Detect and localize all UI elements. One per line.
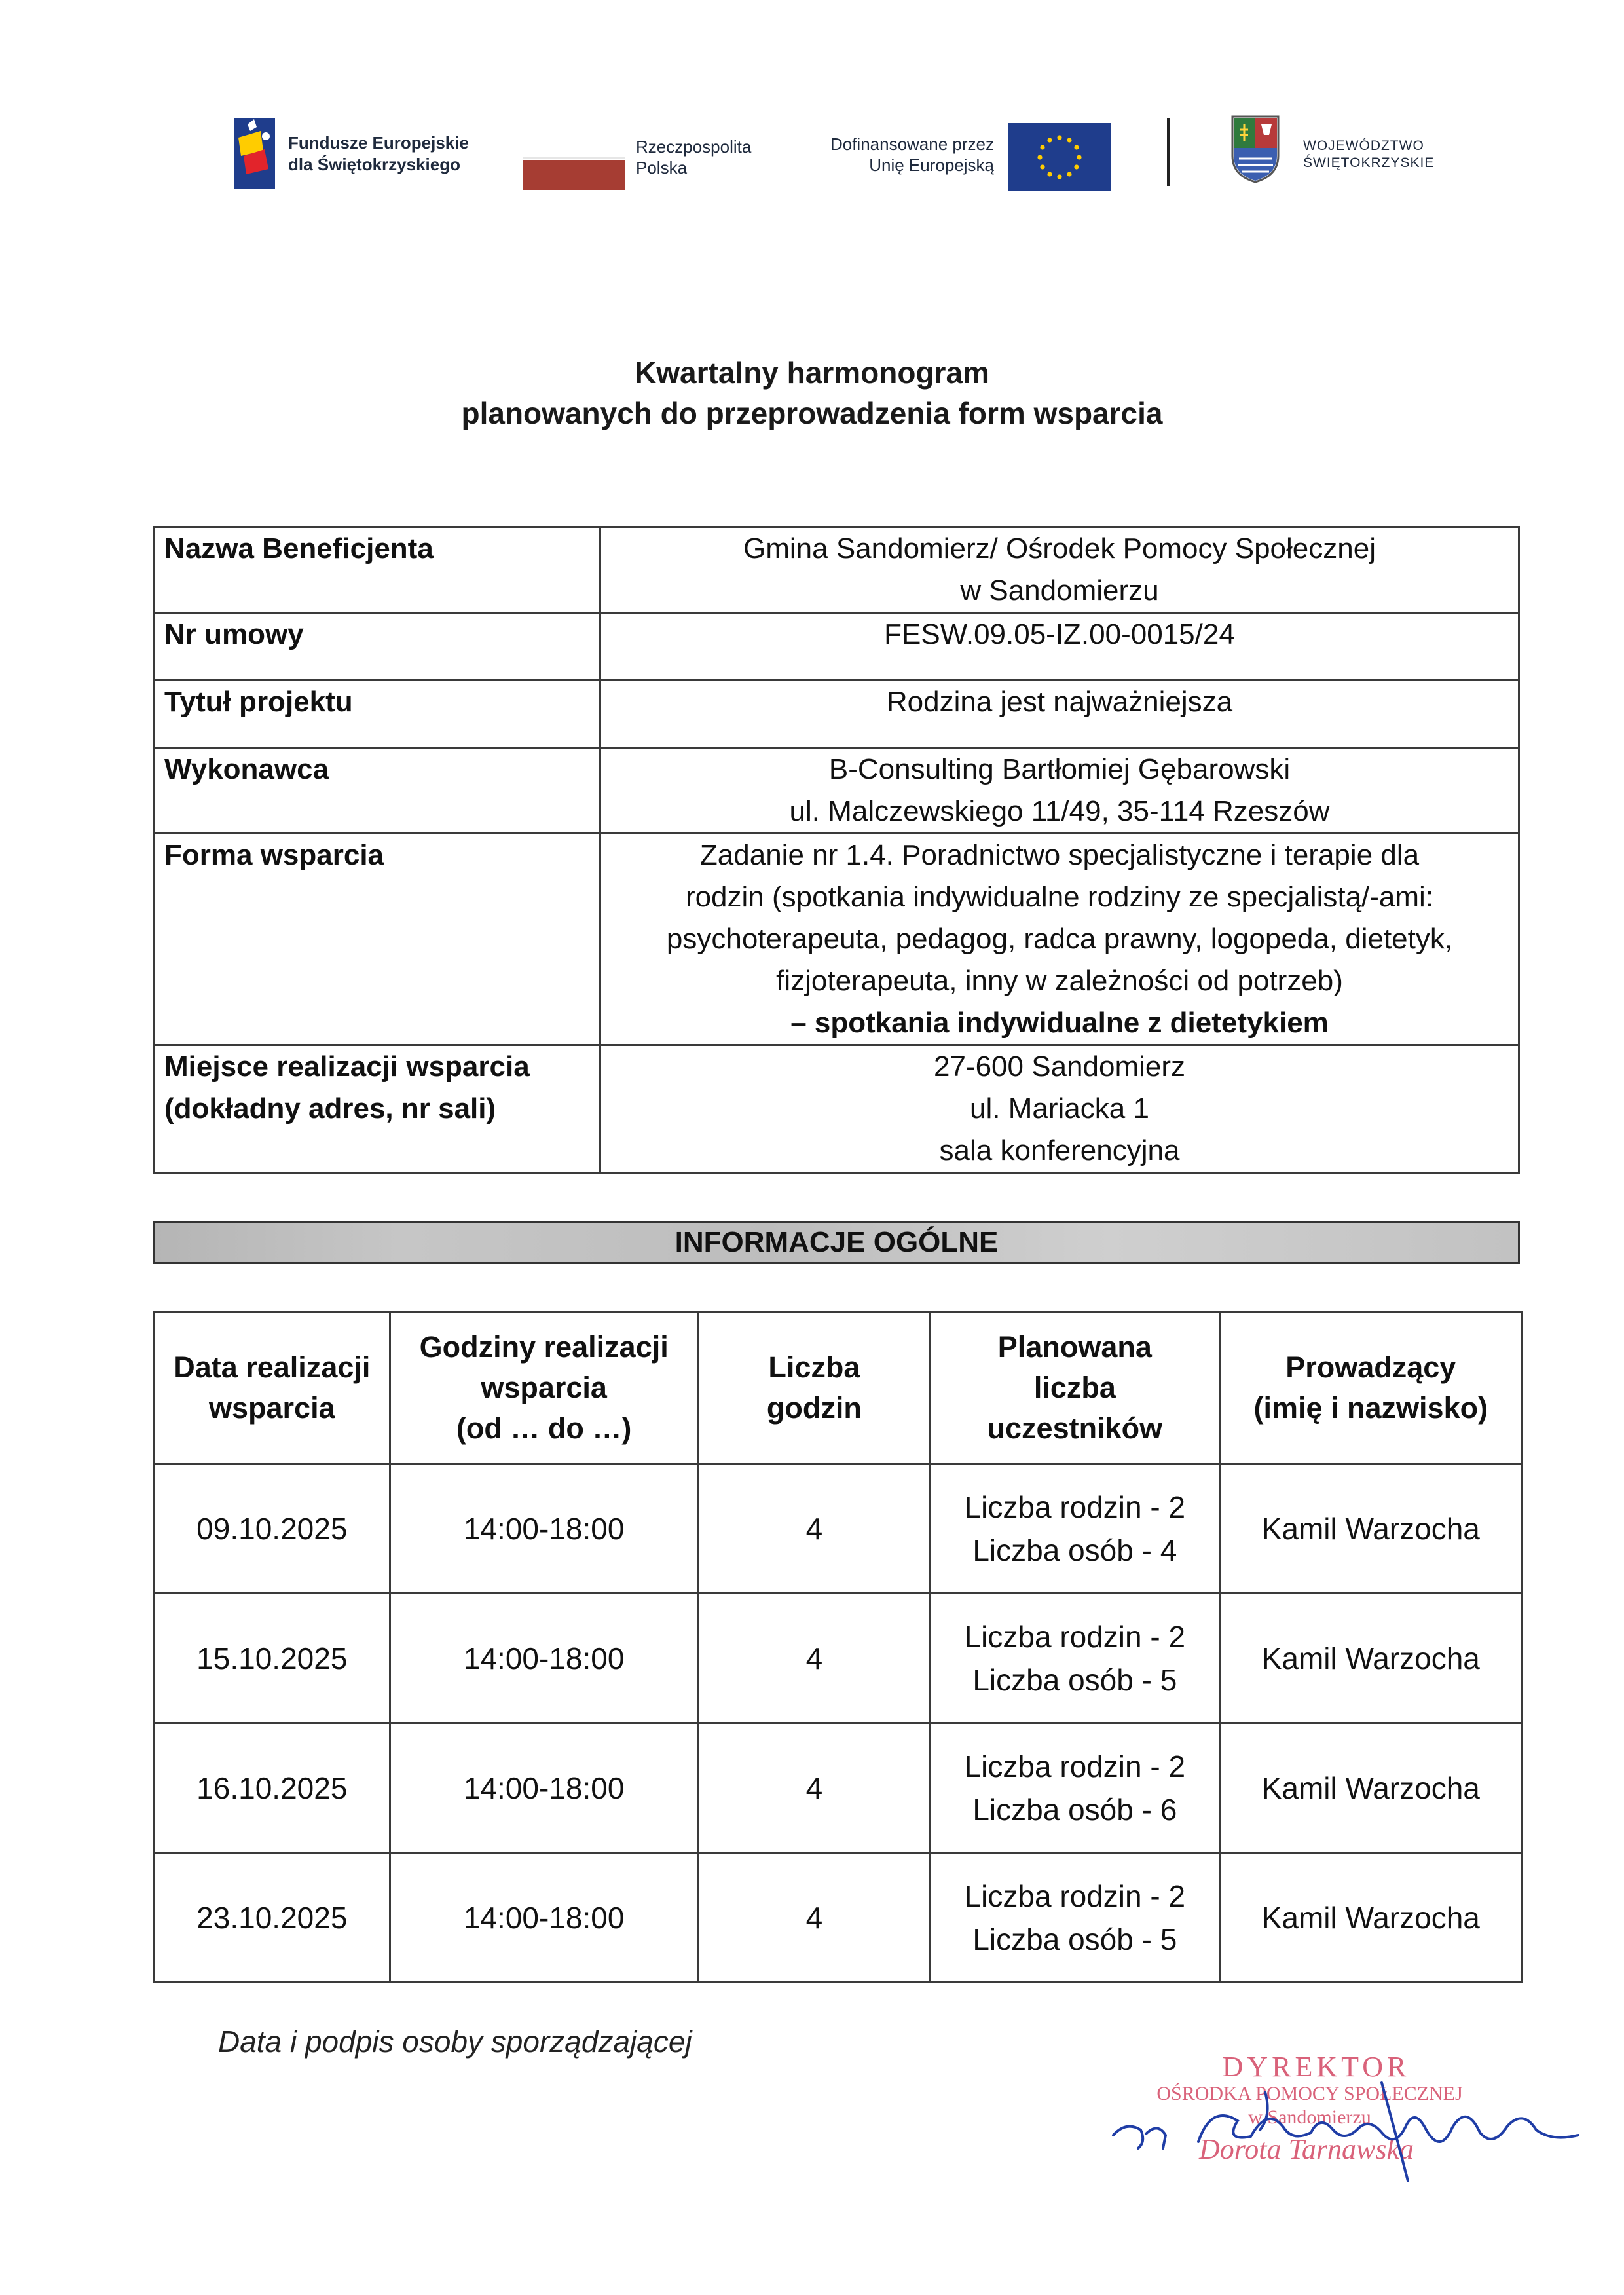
document-title <box>0 352 1624 434</box>
eu-flag-icon <box>1008 123 1111 191</box>
logo-divider <box>1167 118 1170 186</box>
header-leader-line2: (imię i nazwisko) <box>1253 1391 1488 1425</box>
title-line2: planowanych do przeprowadzenia form wsparcia <box>461 396 1163 430</box>
header-participants-line3: uczestników <box>987 1411 1163 1445</box>
table-row <box>155 1853 1522 1983</box>
logo-strip <box>0 110 1624 195</box>
schedule-table <box>153 1311 1523 1983</box>
director-stamp <box>1100 2043 1585 2188</box>
row-hours: 14:00-18:00 <box>390 1723 698 1853</box>
contractor-label: Wykonawca <box>155 748 600 834</box>
row-persons: Liczba osób - 6 <box>972 1792 1177 1827</box>
project-label: Tytuł projektu <box>155 681 600 748</box>
header-count-line1: Liczba <box>768 1351 860 1384</box>
form-value <box>600 834 1519 1045</box>
row-hours: 14:00-18:00 <box>390 1594 698 1723</box>
info-row-contract <box>155 613 1519 681</box>
signature-label: Data i podpis osoby sporządzającej <box>218 2024 692 2059</box>
header-hours-line1: Godziny realizacji <box>419 1330 669 1364</box>
eu-cofinanced-logo <box>803 118 1111 190</box>
stamp-line2: OŚRODKA POMOCY SPOŁECZNEJ <box>1156 2083 1463 2104</box>
place-line1: 27-600 Sandomierz <box>933 1051 1185 1083</box>
beneficiary-label: Nazwa Beneficjenta <box>155 527 600 613</box>
form-line3: psychoterapeuta, pedagog, radca prawny, logopeda, dietetyk, <box>666 923 1453 955</box>
stamp-line3: w Sandomierzu <box>1248 2106 1371 2128</box>
place-line2: ul. Mariacka 1 <box>970 1092 1149 1125</box>
header-count <box>698 1313 930 1464</box>
header-participants <box>931 1313 1219 1464</box>
place-value <box>600 1045 1519 1173</box>
header-leader-line1: Prowadzący <box>1285 1351 1456 1384</box>
contract-label: Nr umowy <box>155 613 600 681</box>
header-leader <box>1219 1313 1522 1464</box>
row-participants <box>931 1853 1219 1983</box>
row-count: 4 <box>698 1853 930 1983</box>
row-count: 4 <box>698 1464 930 1594</box>
form-line4: fizjoterapeuta, inny w zależności od potrzeb) <box>776 965 1343 997</box>
info-row-project <box>155 681 1519 748</box>
header-date-line1: Data realizacji <box>174 1351 371 1384</box>
row-date: 16.10.2025 <box>155 1723 390 1853</box>
polish-flag-white-stripe <box>523 157 625 159</box>
row-count: 4 <box>698 1723 930 1853</box>
row-leader: Kamil Warzocha <box>1219 1853 1522 1983</box>
row-count: 4 <box>698 1594 930 1723</box>
row-leader: Kamil Warzocha <box>1219 1464 1522 1594</box>
handwritten-signature-icon <box>1100 2043 1585 2188</box>
rp-line1: Rzeczpospolita <box>636 137 752 157</box>
form-label: Forma wsparcia <box>155 834 600 1045</box>
row-leader: Kamil Warzocha <box>1219 1723 1522 1853</box>
project-value: Rodzina jest najważniejsza <box>600 681 1519 748</box>
row-hours: 14:00-18:00 <box>390 1853 698 1983</box>
header-date <box>155 1313 390 1464</box>
contractor-line1: B-Consulting Bartłomiej Gębarowski <box>828 753 1291 785</box>
header-hours-line2: wsparcia <box>481 1371 607 1404</box>
form-line1: Zadanie nr 1.4. Poradnictwo specjalistyczne i terapie dla <box>699 839 1420 871</box>
fe-line1: Fundusze Europejskie <box>288 133 469 153</box>
row-persons: Liczba osób - 5 <box>972 1662 1177 1697</box>
fundusze-europejskie-mark-icon <box>234 118 275 189</box>
wojewodztwo-swietokrzyskie-logo <box>1231 115 1506 187</box>
header-count-line2: godzin <box>766 1391 862 1425</box>
row-persons: Liczba osób - 5 <box>972 1922 1177 1956</box>
row-families: Liczba rodzin - 2 <box>964 1878 1186 1913</box>
info-row-contractor <box>155 748 1519 834</box>
info-row-beneficiary <box>155 527 1519 613</box>
contract-value: FESW.09.05-IZ.00-0015/24 <box>600 613 1519 681</box>
contractor-value <box>600 748 1519 834</box>
row-participants <box>931 1594 1219 1723</box>
rzeczpospolita-polska-logo <box>523 123 771 195</box>
table-row <box>155 1594 1522 1723</box>
row-families: Liczba rodzin - 2 <box>964 1619 1186 1654</box>
row-date: 09.10.2025 <box>155 1464 390 1594</box>
info-row-place <box>155 1045 1519 1173</box>
beneficiary-line1: Gmina Sandomierz/ Ośrodek Pomocy Społecznej <box>743 532 1376 565</box>
schedule-header-row <box>155 1313 1522 1464</box>
ws-line2: ŚWIĘTOKRZYSKIE <box>1303 155 1435 170</box>
eu-line2: Unię Europejską <box>869 155 994 175</box>
table-row <box>155 1464 1522 1594</box>
row-participants <box>931 1723 1219 1853</box>
title-line1: Kwartalny harmonogram <box>635 356 989 390</box>
header-hours <box>390 1313 698 1464</box>
row-date: 23.10.2025 <box>155 1853 390 1983</box>
info-row-form <box>155 834 1519 1045</box>
header-hours-line3: (od … do …) <box>456 1411 632 1445</box>
row-persons: Liczba osób - 4 <box>972 1533 1177 1567</box>
header-date-line2: wsparcia <box>208 1391 335 1425</box>
project-info-table <box>153 526 1520 1174</box>
beneficiary-value <box>600 527 1519 613</box>
row-hours: 14:00-18:00 <box>390 1464 698 1594</box>
form-line2: rodzin (spotkania indywidualne rodziny ze specjalistą/-ami: <box>685 881 1434 913</box>
row-participants <box>931 1464 1219 1594</box>
place-label-line1: Miejsce realizacji wsparcia <box>164 1051 530 1083</box>
ws-line1: WOJEWÓDZTWO <box>1303 138 1424 153</box>
row-leader: Kamil Warzocha <box>1219 1594 1522 1723</box>
polish-flag-red-stripe <box>523 160 625 190</box>
header-participants-line2: liczba <box>1033 1371 1116 1404</box>
table-row <box>155 1723 1522 1853</box>
section-header: INFORMACJE OGÓLNE <box>153 1221 1520 1264</box>
row-families: Liczba rodzin - 2 <box>964 1749 1186 1783</box>
header-participants-line1: Planowana <box>997 1330 1152 1364</box>
rp-line2: Polska <box>636 158 688 177</box>
stamp-line4: Dorota Tarnawska <box>1198 2133 1414 2165</box>
fundusze-europejskie-logo <box>234 118 496 190</box>
beneficiary-line2: w Sandomierzu <box>960 574 1159 606</box>
place-label-line2: (dokładny adres, nr sali) <box>164 1092 496 1125</box>
row-date: 15.10.2025 <box>155 1594 390 1723</box>
row-families: Liczba rodzin - 2 <box>964 1489 1186 1524</box>
eu-line1: Dofinansowane przez <box>830 134 994 154</box>
contractor-line2: ul. Malczewskiego 11/49, 35-114 Rzeszów <box>789 795 1330 827</box>
fe-line2: dla Świętokrzyskiego <box>288 155 460 174</box>
form-line5: – spotkania indywidualne z dietetykiem <box>790 1007 1329 1039</box>
swietokrzyskie-crest-icon <box>1231 115 1280 183</box>
stamp-line1: DYREKTOR <box>1222 2051 1411 2083</box>
place-line3: sala konferencyjna <box>939 1134 1180 1166</box>
place-label <box>155 1045 600 1173</box>
